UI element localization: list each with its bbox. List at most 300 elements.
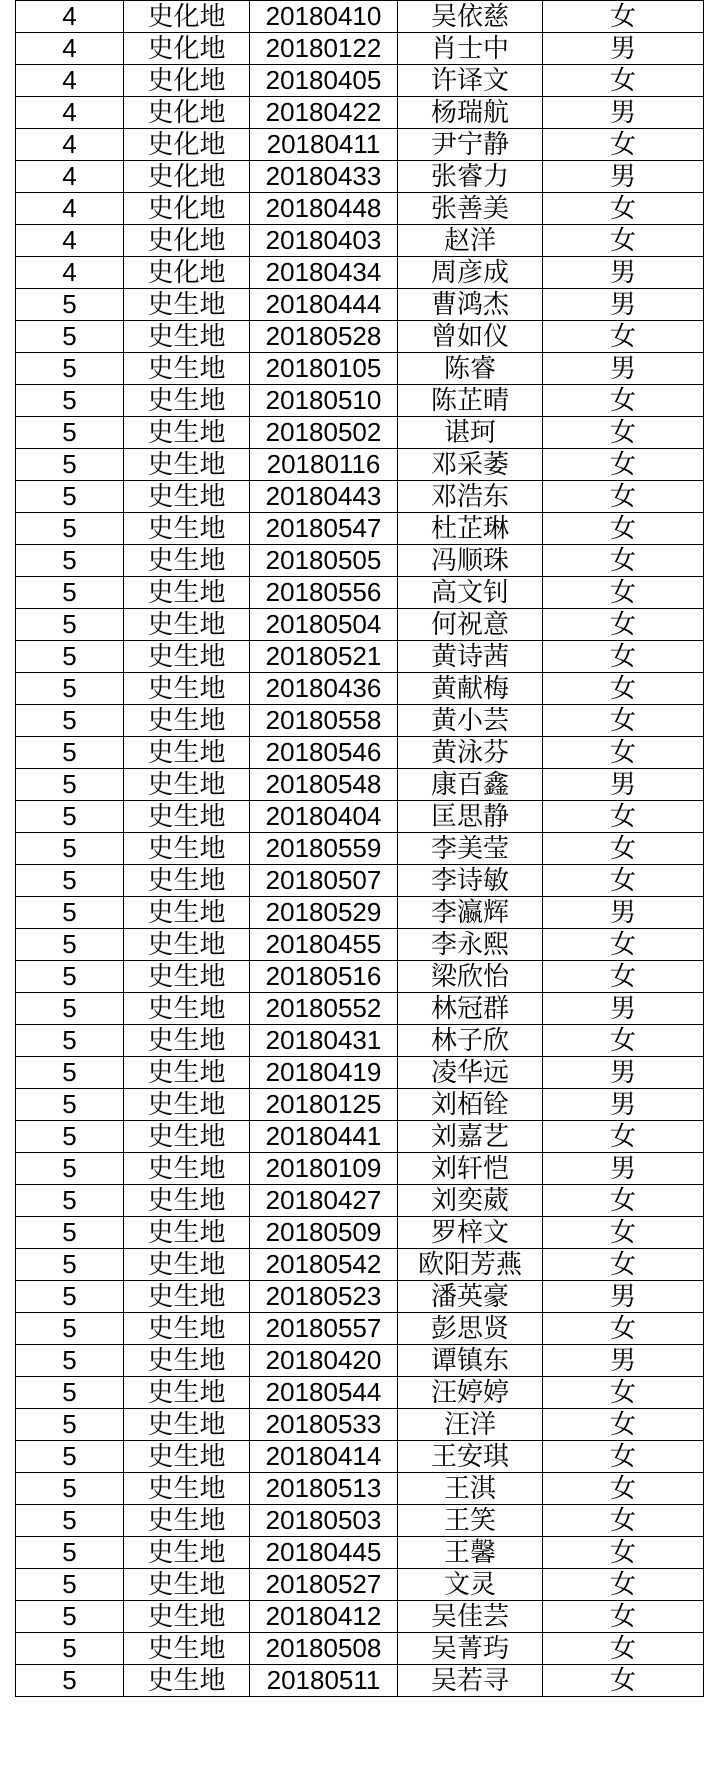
class-cell: 4 [16, 65, 124, 97]
subject-combo-cell: 史生地 [124, 1601, 250, 1633]
student-id-cell: 20180523 [250, 1281, 398, 1313]
class-cell: 5 [16, 737, 124, 769]
subject-combo-cell: 史生地 [124, 1409, 250, 1441]
subject-combo-cell: 史生地 [124, 1281, 250, 1313]
student-name-cell: 李诗敏 [398, 865, 543, 897]
student-name-cell: 陈睿 [398, 353, 543, 385]
student-name-cell: 匡思静 [398, 801, 543, 833]
gender-cell: 女 [543, 737, 704, 769]
student-id-cell: 20180422 [250, 97, 398, 129]
class-cell: 5 [16, 865, 124, 897]
class-cell: 5 [16, 929, 124, 961]
table-row [16, 641, 704, 673]
subject-combo-cell: 史生地 [124, 1537, 250, 1569]
class-cell: 5 [16, 1505, 124, 1537]
subject-combo-cell: 史生地 [124, 1185, 250, 1217]
student-name-cell: 汪婷婷 [398, 1377, 543, 1409]
gender-cell: 女 [543, 1377, 704, 1409]
student-name-cell: 张善美 [398, 193, 543, 225]
student-name-cell: 林冠群 [398, 993, 543, 1025]
student-id-cell: 20180445 [250, 1537, 398, 1569]
subject-combo-cell: 史化地 [124, 193, 250, 225]
gender-cell: 女 [543, 609, 704, 641]
table-row [16, 1025, 704, 1057]
table-row [16, 897, 704, 929]
class-cell: 5 [16, 481, 124, 513]
table-row [16, 1377, 704, 1409]
table-row [16, 321, 704, 353]
gender-cell: 女 [543, 1665, 704, 1697]
table-row [16, 289, 704, 321]
table-row [16, 993, 704, 1025]
student-id-cell: 20180433 [250, 161, 398, 193]
student-id-cell: 20180513 [250, 1473, 398, 1505]
student-name-cell: 杜芷琳 [398, 513, 543, 545]
student-id-cell: 20180504 [250, 609, 398, 641]
student-name-cell: 肖士中 [398, 33, 543, 65]
subject-combo-cell: 史生地 [124, 545, 250, 577]
class-cell: 5 [16, 545, 124, 577]
student-id-cell: 20180503 [250, 1505, 398, 1537]
gender-cell: 女 [543, 641, 704, 673]
class-cell: 5 [16, 705, 124, 737]
subject-combo-cell: 史生地 [124, 1633, 250, 1665]
gender-cell: 女 [543, 417, 704, 449]
gender-cell: 男 [543, 897, 704, 929]
table-row [16, 481, 704, 513]
table-row [16, 97, 704, 129]
subject-combo-cell: 史生地 [124, 321, 250, 353]
subject-combo-cell: 史生地 [124, 513, 250, 545]
subject-combo-cell: 史生地 [124, 1665, 250, 1697]
gender-cell: 女 [543, 833, 704, 865]
class-cell: 4 [16, 1, 124, 33]
gender-cell: 女 [543, 65, 704, 97]
table-row [16, 1473, 704, 1505]
class-cell: 5 [16, 417, 124, 449]
class-cell: 4 [16, 97, 124, 129]
gender-cell: 女 [543, 1473, 704, 1505]
class-cell: 5 [16, 1313, 124, 1345]
subject-combo-cell: 史生地 [124, 737, 250, 769]
subject-combo-cell: 史生地 [124, 1217, 250, 1249]
student-id-cell: 20180558 [250, 705, 398, 737]
gender-cell: 男 [543, 1281, 704, 1313]
table-row [16, 513, 704, 545]
table-row [16, 1505, 704, 1537]
student-id-cell: 20180510 [250, 385, 398, 417]
subject-combo-cell: 史生地 [124, 353, 250, 385]
table-row [16, 1409, 704, 1441]
gender-cell: 男 [543, 97, 704, 129]
student-name-cell: 吴菁玙 [398, 1633, 543, 1665]
subject-combo-cell: 史化地 [124, 33, 250, 65]
table-row [16, 385, 704, 417]
student-id-cell: 20180507 [250, 865, 398, 897]
subject-combo-cell: 史生地 [124, 1441, 250, 1473]
gender-cell: 男 [543, 1153, 704, 1185]
student-name-cell: 凌华远 [398, 1057, 543, 1089]
table-row [16, 673, 704, 705]
subject-combo-cell: 史生地 [124, 993, 250, 1025]
student-name-cell: 黄小芸 [398, 705, 543, 737]
gender-cell: 女 [543, 1185, 704, 1217]
student-name-cell: 谭镇东 [398, 1345, 543, 1377]
table-row [16, 1089, 704, 1121]
table-row [16, 1537, 704, 1569]
student-name-cell: 张睿力 [398, 161, 543, 193]
subject-combo-cell: 史化地 [124, 161, 250, 193]
gender-cell: 男 [543, 257, 704, 289]
table-row [16, 449, 704, 481]
student-name-cell: 陈芷晴 [398, 385, 543, 417]
gender-cell: 女 [543, 321, 704, 353]
table-row [16, 833, 704, 865]
student-name-cell: 罗梓文 [398, 1217, 543, 1249]
student-name-cell: 梁欣怡 [398, 961, 543, 993]
gender-cell: 女 [543, 801, 704, 833]
table-row [16, 801, 704, 833]
subject-combo-cell: 史生地 [124, 481, 250, 513]
table-row [16, 1121, 704, 1153]
student-id-cell: 20180528 [250, 321, 398, 353]
class-cell: 4 [16, 129, 124, 161]
class-cell: 4 [16, 33, 124, 65]
gender-cell: 女 [543, 673, 704, 705]
class-cell: 5 [16, 1057, 124, 1089]
table-row [16, 1, 704, 33]
student-id-cell: 20180557 [250, 1313, 398, 1345]
student-id-cell: 20180444 [250, 289, 398, 321]
gender-cell: 女 [543, 1121, 704, 1153]
table-row [16, 1665, 704, 1697]
table-row [16, 1345, 704, 1377]
student-name-cell: 李美莹 [398, 833, 543, 865]
subject-combo-cell: 史生地 [124, 1345, 250, 1377]
student-name-cell: 李永熙 [398, 929, 543, 961]
student-name-cell: 曾如仪 [398, 321, 543, 353]
subject-combo-cell: 史生地 [124, 1025, 250, 1057]
subject-combo-cell: 史生地 [124, 417, 250, 449]
gender-cell: 女 [543, 705, 704, 737]
student-name-cell: 何祝意 [398, 609, 543, 641]
subject-combo-cell: 史生地 [124, 289, 250, 321]
student-id-cell: 20180544 [250, 1377, 398, 1409]
subject-combo-cell: 史生地 [124, 1569, 250, 1601]
student-name-cell: 许译文 [398, 65, 543, 97]
student-id-cell: 20180405 [250, 65, 398, 97]
student-id-cell: 20180455 [250, 929, 398, 961]
student-id-cell: 20180109 [250, 1153, 398, 1185]
table-row [16, 1633, 704, 1665]
gender-cell: 女 [543, 1217, 704, 1249]
table-row [16, 1601, 704, 1633]
gender-cell: 男 [543, 353, 704, 385]
table-row [16, 929, 704, 961]
student-name-cell: 李瀛辉 [398, 897, 543, 929]
subject-combo-cell: 史生地 [124, 897, 250, 929]
subject-combo-cell: 史生地 [124, 641, 250, 673]
class-cell: 5 [16, 289, 124, 321]
gender-cell: 女 [543, 929, 704, 961]
subject-combo-cell: 史生地 [124, 673, 250, 705]
student-id-cell: 20180434 [250, 257, 398, 289]
student-id-cell: 20180436 [250, 673, 398, 705]
class-cell: 5 [16, 1281, 124, 1313]
table-row [16, 577, 704, 609]
subject-combo-cell: 史化地 [124, 97, 250, 129]
gender-cell: 女 [543, 577, 704, 609]
gender-cell: 男 [543, 289, 704, 321]
student-name-cell: 彭思贤 [398, 1313, 543, 1345]
gender-cell: 女 [543, 1601, 704, 1633]
gender-cell: 男 [543, 769, 704, 801]
table-row [16, 737, 704, 769]
class-cell: 5 [16, 513, 124, 545]
student-id-cell: 20180419 [250, 1057, 398, 1089]
student-name-cell: 王淇 [398, 1473, 543, 1505]
gender-cell: 女 [543, 865, 704, 897]
student-id-cell: 20180559 [250, 833, 398, 865]
table-row [16, 257, 704, 289]
student-name-cell: 高文钊 [398, 577, 543, 609]
class-cell: 4 [16, 161, 124, 193]
class-cell: 5 [16, 385, 124, 417]
gender-cell: 女 [543, 193, 704, 225]
class-cell: 5 [16, 1409, 124, 1441]
class-cell: 5 [16, 1153, 124, 1185]
table-row [16, 961, 704, 993]
class-cell: 5 [16, 1537, 124, 1569]
table-row [16, 353, 704, 385]
student-id-cell: 20180441 [250, 1121, 398, 1153]
table-row [16, 1249, 704, 1281]
student-name-cell: 吴依慈 [398, 1, 543, 33]
subject-combo-cell: 史生地 [124, 1057, 250, 1089]
class-cell: 5 [16, 1441, 124, 1473]
student-id-cell: 20180548 [250, 769, 398, 801]
subject-combo-cell: 史生地 [124, 769, 250, 801]
class-cell: 5 [16, 353, 124, 385]
table-row [16, 1185, 704, 1217]
gender-cell: 女 [543, 449, 704, 481]
student-name-cell: 赵洋 [398, 225, 543, 257]
table-row [16, 705, 704, 737]
gender-cell: 男 [543, 1089, 704, 1121]
gender-cell: 男 [543, 993, 704, 1025]
table-row [16, 193, 704, 225]
class-cell: 4 [16, 257, 124, 289]
table-row [16, 225, 704, 257]
student-name-cell: 邓浩东 [398, 481, 543, 513]
student-name-cell: 黄诗茜 [398, 641, 543, 673]
subject-combo-cell: 史生地 [124, 1249, 250, 1281]
class-cell: 5 [16, 961, 124, 993]
class-cell: 5 [16, 1633, 124, 1665]
class-cell: 5 [16, 1089, 124, 1121]
gender-cell: 男 [543, 1345, 704, 1377]
student-name-cell: 王馨 [398, 1537, 543, 1569]
class-cell: 4 [16, 193, 124, 225]
table-row [16, 1569, 704, 1601]
class-cell: 5 [16, 993, 124, 1025]
student-name-cell: 黄泳芬 [398, 737, 543, 769]
class-cell: 5 [16, 1665, 124, 1697]
student-id-cell: 20180527 [250, 1569, 398, 1601]
gender-cell: 女 [543, 513, 704, 545]
student-id-cell: 20180443 [250, 481, 398, 513]
student-name-cell: 刘栢铨 [398, 1089, 543, 1121]
class-cell: 5 [16, 609, 124, 641]
subject-combo-cell: 史生地 [124, 609, 250, 641]
gender-cell: 女 [543, 1, 704, 33]
student-id-cell: 20180125 [250, 1089, 398, 1121]
subject-combo-cell: 史生地 [124, 929, 250, 961]
student-name-cell: 冯顺珠 [398, 545, 543, 577]
student-name-cell: 刘轩恺 [398, 1153, 543, 1185]
student-id-cell: 20180414 [250, 1441, 398, 1473]
table-row [16, 1281, 704, 1313]
table-row [16, 129, 704, 161]
subject-combo-cell: 史化地 [124, 65, 250, 97]
student-id-cell: 20180533 [250, 1409, 398, 1441]
class-cell: 5 [16, 1601, 124, 1633]
subject-combo-cell: 史化地 [124, 257, 250, 289]
class-cell: 5 [16, 673, 124, 705]
table-row [16, 1057, 704, 1089]
class-cell: 5 [16, 1121, 124, 1153]
student-name-cell: 康百鑫 [398, 769, 543, 801]
student-id-cell: 20180546 [250, 737, 398, 769]
subject-combo-cell: 史生地 [124, 865, 250, 897]
student-id-cell: 20180556 [250, 577, 398, 609]
table-row [16, 609, 704, 641]
student-id-cell: 20180116 [250, 449, 398, 481]
student-id-cell: 20180448 [250, 193, 398, 225]
student-id-cell: 20180427 [250, 1185, 398, 1217]
student-name-cell: 黄献梅 [398, 673, 543, 705]
class-cell: 5 [16, 1569, 124, 1601]
gender-cell: 男 [543, 161, 704, 193]
table-row [16, 33, 704, 65]
table-row [16, 865, 704, 897]
class-cell: 5 [16, 1217, 124, 1249]
student-id-cell: 20180547 [250, 513, 398, 545]
subject-combo-cell: 史生地 [124, 1473, 250, 1505]
student-roster-table [15, 0, 704, 1697]
subject-combo-cell: 史生地 [124, 1505, 250, 1537]
student-name-cell: 汪洋 [398, 1409, 543, 1441]
class-cell: 5 [16, 1473, 124, 1505]
student-id-cell: 20180508 [250, 1633, 398, 1665]
gender-cell: 女 [543, 1313, 704, 1345]
student-id-cell: 20180509 [250, 1217, 398, 1249]
class-cell: 4 [16, 225, 124, 257]
subject-combo-cell: 史化地 [124, 129, 250, 161]
student-id-cell: 20180105 [250, 353, 398, 385]
class-cell: 5 [16, 1025, 124, 1057]
table-row [16, 1217, 704, 1249]
table-row [16, 1441, 704, 1473]
table-row [16, 161, 704, 193]
student-name-cell: 潘英豪 [398, 1281, 543, 1313]
student-id-cell: 20180412 [250, 1601, 398, 1633]
subject-combo-cell: 史生地 [124, 801, 250, 833]
table-row [16, 545, 704, 577]
student-id-cell: 20180122 [250, 33, 398, 65]
subject-combo-cell: 史生地 [124, 1153, 250, 1185]
student-name-cell: 王笑 [398, 1505, 543, 1537]
table-row [16, 417, 704, 449]
table-row [16, 1153, 704, 1185]
student-name-cell: 欧阳芳燕 [398, 1249, 543, 1281]
student-name-cell: 吴佳芸 [398, 1601, 543, 1633]
subject-combo-cell: 史生地 [124, 961, 250, 993]
student-id-cell: 20180505 [250, 545, 398, 577]
student-name-cell: 周彦成 [398, 257, 543, 289]
gender-cell: 女 [543, 225, 704, 257]
student-id-cell: 20180552 [250, 993, 398, 1025]
class-cell: 5 [16, 833, 124, 865]
gender-cell: 女 [543, 1441, 704, 1473]
class-cell: 5 [16, 801, 124, 833]
student-id-cell: 20180403 [250, 225, 398, 257]
student-name-cell: 吴若寻 [398, 1665, 543, 1697]
student-name-cell: 尹宁静 [398, 129, 543, 161]
student-name-cell: 文灵 [398, 1569, 543, 1601]
subject-combo-cell: 史生地 [124, 385, 250, 417]
gender-cell: 女 [543, 961, 704, 993]
gender-cell: 女 [543, 1505, 704, 1537]
class-cell: 5 [16, 641, 124, 673]
gender-cell: 女 [543, 1633, 704, 1665]
subject-combo-cell: 史化地 [124, 225, 250, 257]
student-id-cell: 20180411 [250, 129, 398, 161]
subject-combo-cell: 史生地 [124, 705, 250, 737]
table-row [16, 769, 704, 801]
student-id-cell: 20180410 [250, 1, 398, 33]
gender-cell: 男 [543, 33, 704, 65]
student-name-cell: 杨瑞航 [398, 97, 543, 129]
subject-combo-cell: 史生地 [124, 1089, 250, 1121]
gender-cell: 女 [543, 1409, 704, 1441]
class-cell: 5 [16, 1345, 124, 1377]
student-name-cell: 王安琪 [398, 1441, 543, 1473]
gender-cell: 女 [543, 1025, 704, 1057]
student-id-cell: 20180529 [250, 897, 398, 929]
subject-combo-cell: 史生地 [124, 1377, 250, 1409]
student-id-cell: 20180420 [250, 1345, 398, 1377]
class-cell: 5 [16, 1249, 124, 1281]
gender-cell: 女 [543, 1569, 704, 1601]
table-row [16, 65, 704, 97]
subject-combo-cell: 史生地 [124, 1121, 250, 1153]
student-name-cell: 林子欣 [398, 1025, 543, 1057]
class-cell: 5 [16, 769, 124, 801]
student-name-cell: 邓采萎 [398, 449, 543, 481]
subject-combo-cell: 史生地 [124, 1313, 250, 1345]
student-id-cell: 20180516 [250, 961, 398, 993]
subject-combo-cell: 史化地 [124, 1, 250, 33]
student-name-cell: 刘嘉艺 [398, 1121, 543, 1153]
table-body [16, 1, 704, 1697]
gender-cell: 女 [543, 385, 704, 417]
student-name-cell: 刘奕葳 [398, 1185, 543, 1217]
class-cell: 5 [16, 897, 124, 929]
gender-cell: 女 [543, 1537, 704, 1569]
gender-cell: 女 [543, 481, 704, 513]
student-id-cell: 20180431 [250, 1025, 398, 1057]
